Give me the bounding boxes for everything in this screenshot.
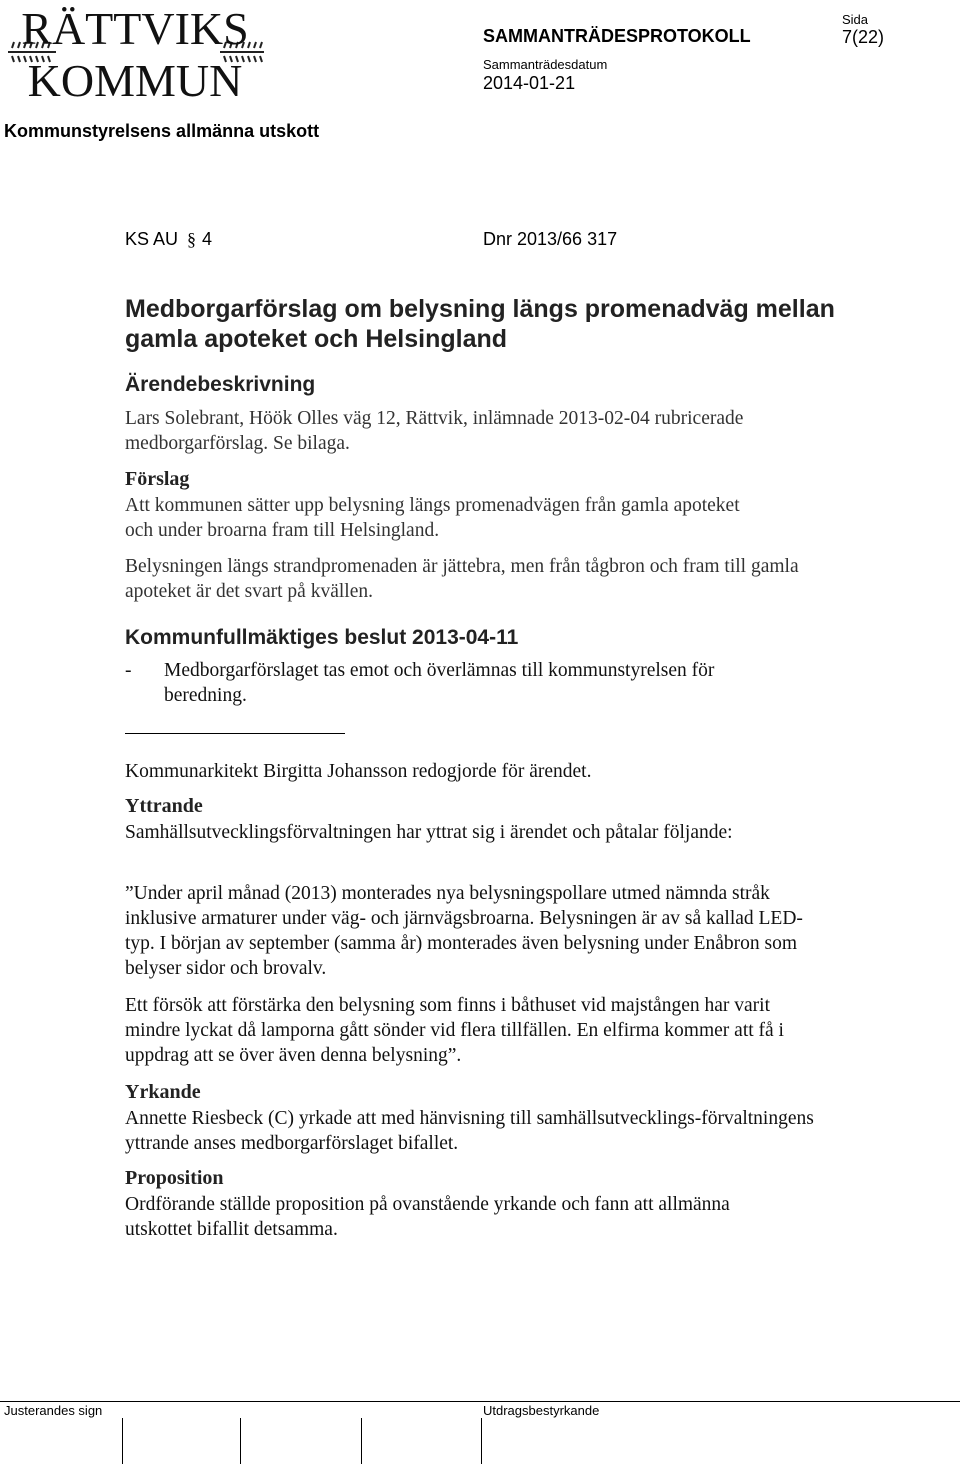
logo-graphic — [4, 2, 266, 102]
proposition-text: Ordförande ställde proposition på ovanstående yrkande och fann att allmänna utskottet bifallit detsamma. — [125, 1194, 730, 1240]
logo-line1: RÄTTVIKS — [21, 3, 249, 54]
committee-name: Kommunstyrelsens allmänna utskott — [4, 121, 320, 141]
yttrande-text: Samhällsutvecklingsförvaltningen har yttrat sig i ärendet och påtalar följande: — [125, 822, 733, 843]
arendebeskrivning-text: Lars Solebrant, Höök Olles väg 12, Rättvik, inlämnade 2013-02-04 rubricerade medborgarförslag. Se bilaga. — [125, 408, 744, 454]
page-label: Sida — [842, 12, 869, 27]
heading-forslag: Förslag — [125, 468, 190, 490]
heading-yrkande: Yrkande — [125, 1081, 201, 1103]
document-type: SAMMANTRÄDESPROTOKOLL — [483, 26, 751, 46]
section-sign: § — [187, 229, 197, 249]
diary-number: Dnr 2013/66 317 — [483, 229, 618, 249]
yttrande-quote-2: Ett försök att förstärka den belysning som finns i båthuset vid majstången har varit mindre lyckat då lamporna gått sönder vid flera tillfällen. En elfirma kommer att få i uppdrag att se över även denna belysning”. — [125, 995, 784, 1066]
heading-proposition: Proposition — [125, 1167, 224, 1189]
signature-field-divider — [240, 1418, 241, 1464]
page-title: Medborgarförslag om belysning längs promenadväg mellan gamla apoteket och Helsingland — [125, 295, 835, 353]
forslag-text: Att kommunen sätter upp belysning längs promenadvägen från gamla apoteket och under broarna fram till Helsingland. — [125, 495, 740, 541]
separator-line — [125, 733, 345, 734]
kommunarkitekt-text: Kommunarkitekt Birgitta Johansson redogjorde för ärendet. — [125, 761, 592, 782]
heading-arendebeskrivning: Ärendebeskrivning — [125, 373, 316, 396]
case-id — [125, 229, 212, 250]
meeting-date-label: Sammanträdesdatum — [483, 57, 608, 72]
justerandes-sign-label: Justerandes sign — [4, 1403, 103, 1418]
heading-yttrande: Yttrande — [125, 795, 203, 817]
meeting-date: 2014-01-21 — [483, 73, 576, 93]
forslag-text-2: Belysningen längs strandpromenaden är jättebra, men från tågbron och fram till gamla apoteket är det svart på kvällen. — [125, 556, 799, 602]
yrkande-text: Annette Riesbeck (C) yrkade att med hänvisning till samhällsutvecklings-förvaltningens yttrande anses medborgarförslaget bifallet. — [125, 1108, 814, 1154]
municipality-logo — [4, 2, 266, 102]
case-id-number: 4 — [202, 229, 213, 249]
heading-kf-beslut: Kommunfullmäktiges beslut 2013-04-11 — [125, 626, 519, 649]
signature-field-divider — [122, 1418, 123, 1464]
signature-field-divider — [361, 1418, 362, 1464]
yttrande-quote-1: ”Under april månad (2013) monterades nya belysningspollare utmed nämnda stråk inklusive armaturer under väg- och järnvägsbroarna. Belysningen är av så kallad LED-typ. I början av september (samma år) monterades även belysning under Enåbron som belyser sidor och brovalv. — [125, 883, 803, 979]
kf-decision-item: Medborgarförslaget tas emot och överlämnas till kommunstyrelsen för beredning. — [164, 660, 715, 706]
signature-field-divider — [481, 1418, 482, 1464]
logo-line2: KOMMUN — [27, 55, 243, 102]
utdragsbestyrkande-label: Utdragsbestyrkande — [483, 1403, 600, 1418]
footer-divider — [0, 1401, 960, 1402]
page-number: 7(22) — [842, 27, 885, 47]
case-id-prefix: KS AU — [125, 229, 179, 249]
kf-dash: - — [125, 660, 132, 681]
